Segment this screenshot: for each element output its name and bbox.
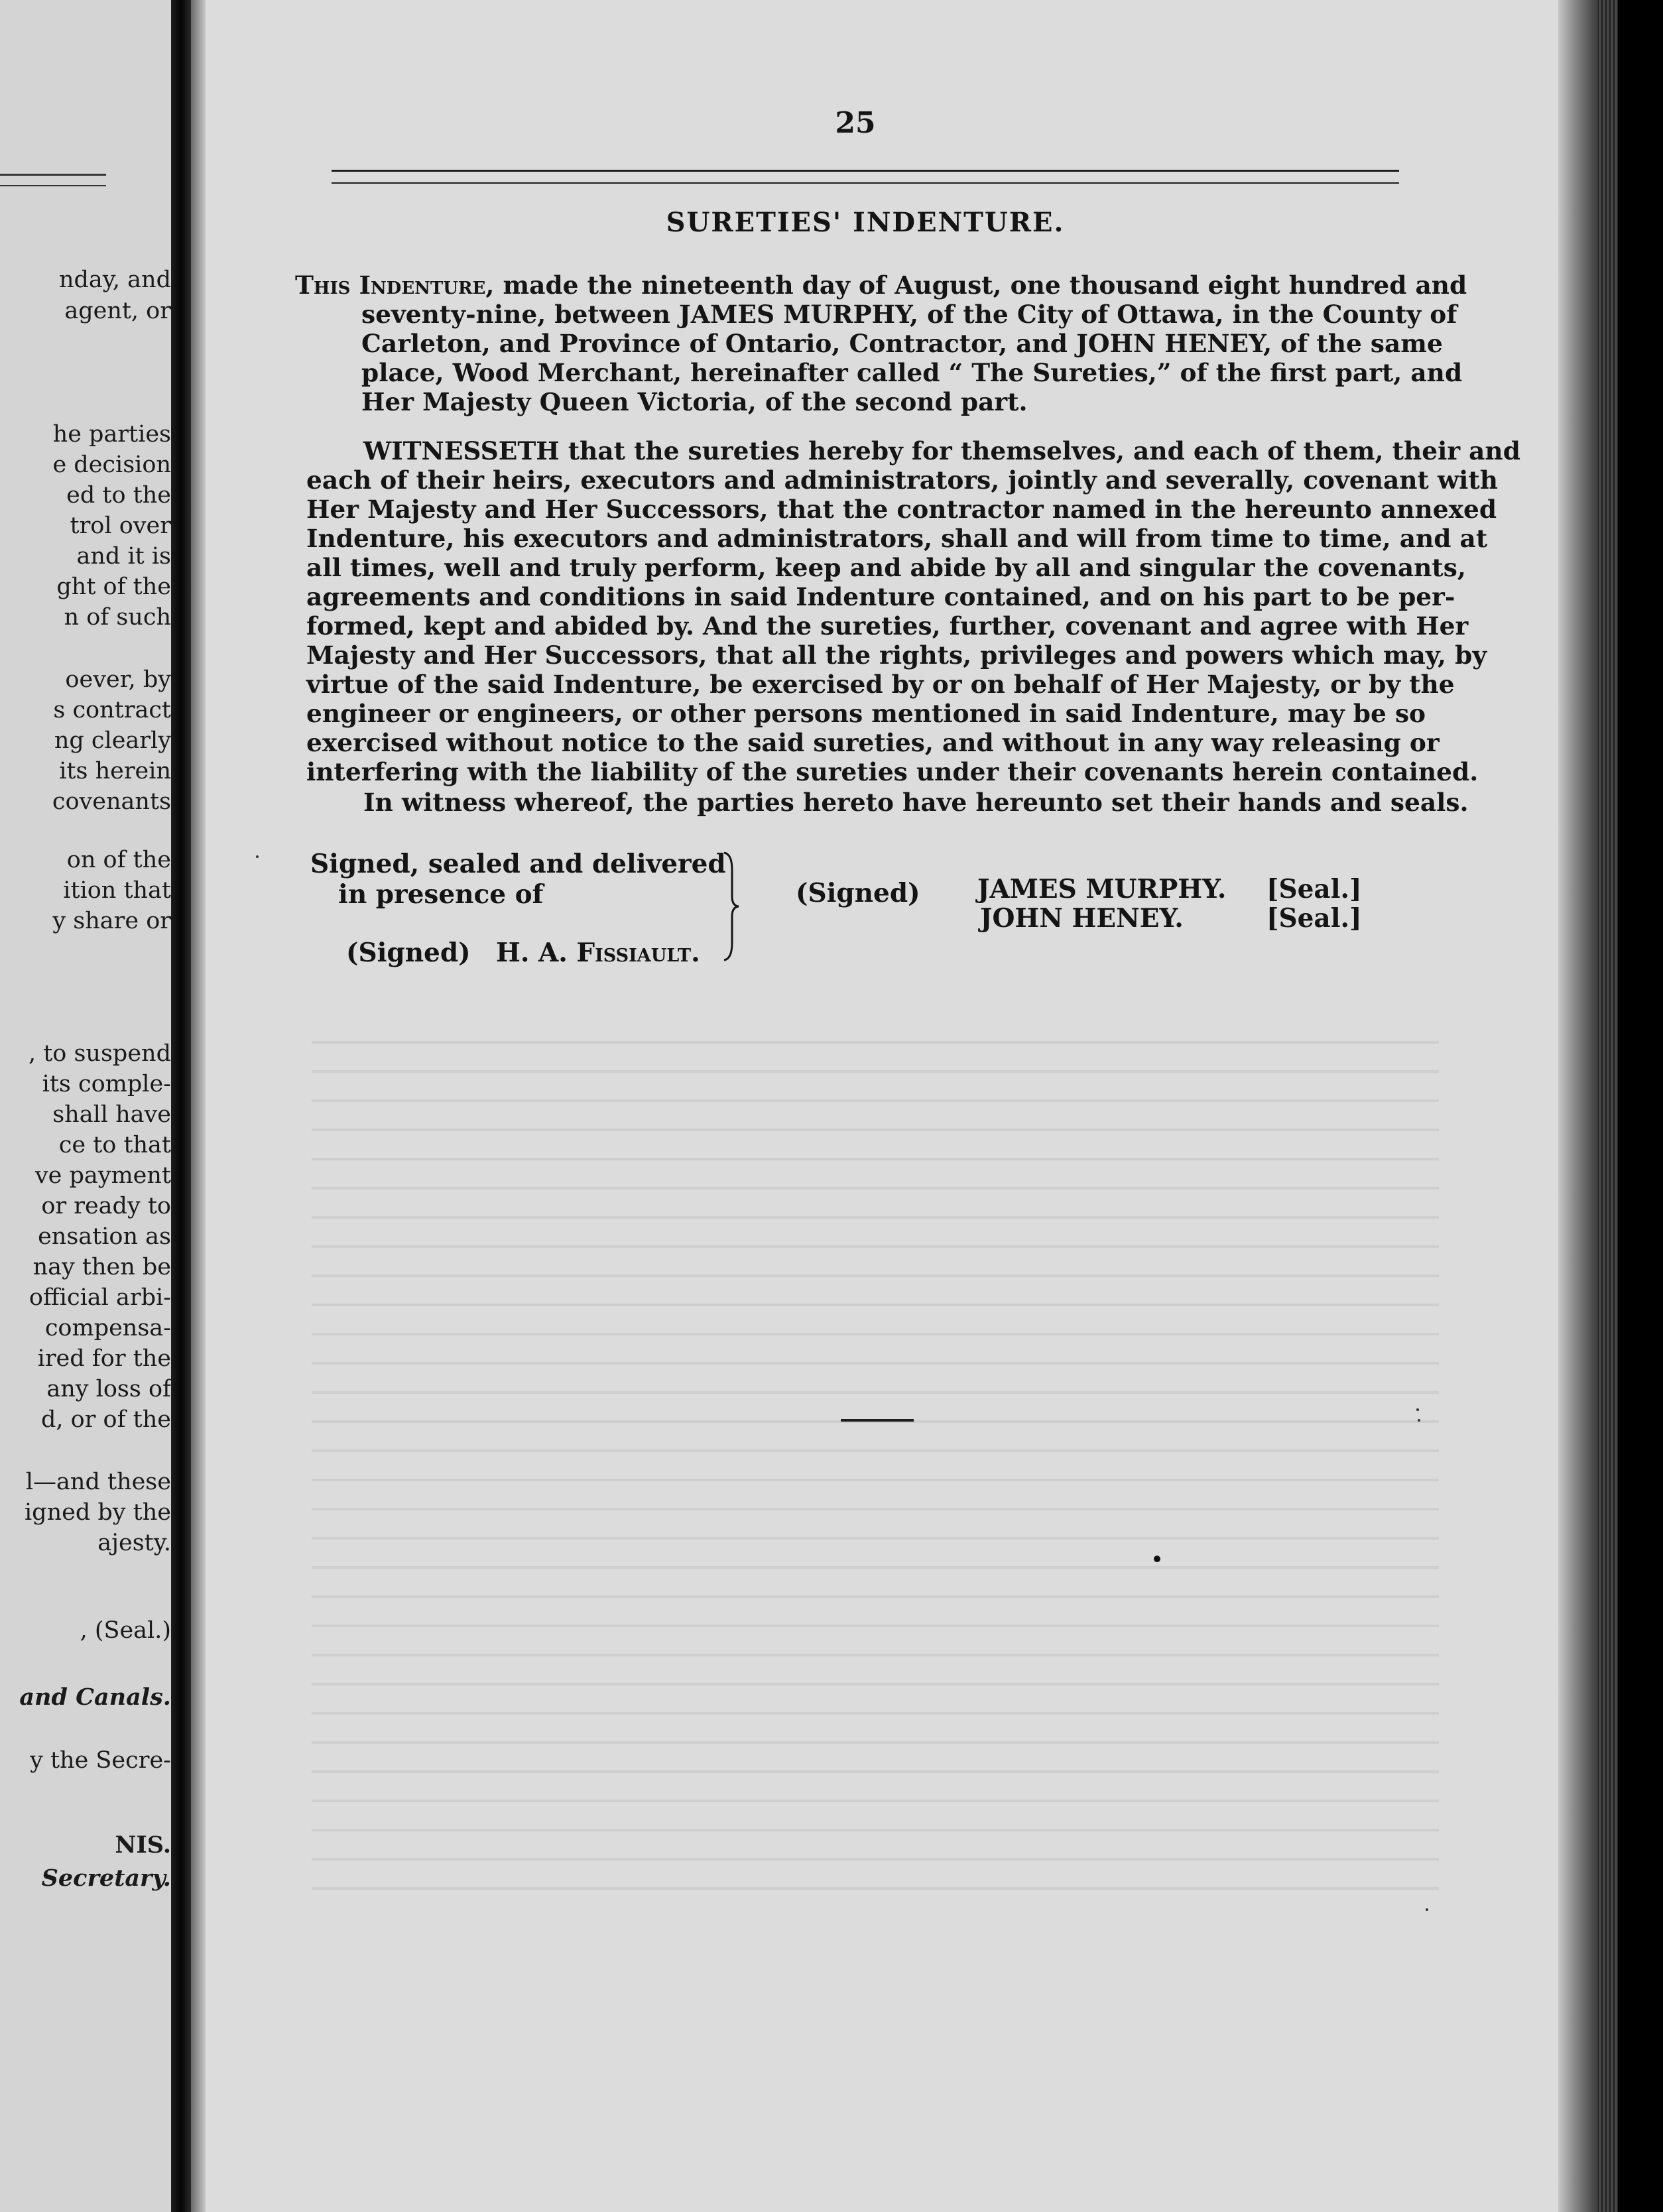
header-double-rule <box>332 170 1399 184</box>
left-line: e decision <box>52 452 171 478</box>
left-line: nday, and <box>58 267 171 293</box>
left-line: trol over <box>70 513 171 539</box>
left-line: nay then be <box>32 1254 171 1280</box>
left-page-rule <box>0 174 106 186</box>
gutter-shadow <box>191 0 206 2212</box>
closing-rule <box>841 1419 914 1422</box>
left-line: and it is <box>76 543 171 570</box>
witnesseth-line: agreements and conditions in said Indenture contained, and on his part to be per- <box>306 582 1455 611</box>
left-line: ce to that <box>58 1132 171 1158</box>
left-line: ajesty. <box>97 1530 171 1556</box>
left-line: and Canals. <box>19 1684 171 1711</box>
scan-border <box>1618 0 1663 2212</box>
indenture-text: , made the nineteenth day of August, one thousand eight hundred and <box>485 271 1467 300</box>
left-line: any loss of <box>46 1376 171 1402</box>
left-line: or ready to <box>41 1193 171 1219</box>
witnesseth-line: all times, well and truly perform, keep and abide by all and singular the covenants, <box>306 553 1466 582</box>
witnesseth-line: In witness whereof, the parties hereto have hereunto set their hands and seals. <box>363 788 1469 817</box>
left-line: Secretary. <box>41 1865 171 1892</box>
left-line: n of such <box>64 604 171 631</box>
left-line: covenants <box>52 788 171 815</box>
witnesseth-line: each of their heirs, executors and administrators, jointly and severally, covenant with <box>306 465 1499 495</box>
witnesseth-line: virtue of the said Indenture, be exercised by or on behalf of Her Majesty, or by the <box>306 670 1455 699</box>
left-line: on of the <box>66 847 171 873</box>
witnesseth-line: exercised without notice to the said sureties, and without in any way releasing or <box>306 728 1440 757</box>
left-line: ght of the <box>56 574 171 600</box>
ink-speck <box>1426 1908 1428 1911</box>
left-line: y the Secre- <box>30 1747 171 1774</box>
witnesseth-line: formed, kept and abided by. And the sureties, further, covenant and agree with Her <box>306 611 1469 641</box>
left-line: ng clearly <box>54 727 171 754</box>
ink-speck <box>256 855 259 858</box>
page-edge-shadow <box>1558 0 1598 2212</box>
witness-signed-label: (Signed) <box>346 938 471 968</box>
left-line: igned by the <box>24 1499 171 1526</box>
seal-1: [Seal.] <box>1266 874 1362 904</box>
witnesseth-line: engineer or engineers, or other persons mentioned in said Indenture, may be so <box>306 699 1426 728</box>
left-line: compensa- <box>44 1315 171 1341</box>
left-line: agent, or <box>64 298 171 324</box>
left-line: , (Seal.) <box>80 1617 171 1644</box>
indenture-line: place, Wood Merchant, hereinafter called “ The Sureties,” of the first part, and <box>361 358 1463 387</box>
left-line: its herein <box>59 758 171 784</box>
witnesseth-line: Her Majesty and Her Successors, that the contractor named in the hereunto annexed <box>306 495 1497 524</box>
indenture-line <box>295 273 1467 298</box>
indenture-opening: This Indenture <box>295 271 486 300</box>
signed-sealed-label: Signed, sealed and delivered <box>310 849 726 879</box>
witnesseth-line: Majesty and Her Successors, that all the rights, privileges and powers which may, by <box>306 641 1487 670</box>
left-line: s contract <box>53 697 171 723</box>
witness-name: H. A. Fissiault. <box>496 938 700 968</box>
left-line: its comple- <box>42 1071 171 1097</box>
left-line: ired for the <box>37 1345 171 1372</box>
page-number: 25 <box>835 106 876 140</box>
left-line: y share or <box>52 908 171 934</box>
witnesseth-line: WITNESSETH that the sureties hereby for themselves, and each of them, their and <box>363 436 1520 465</box>
left-line: , to suspend <box>28 1040 171 1067</box>
witnesseth-line: interfering with the liability of the sureties under their covenants herein contained. <box>306 757 1479 786</box>
left-line: shall have <box>52 1101 171 1128</box>
signed-label: (Signed) <box>796 878 920 908</box>
in-presence-label: in presence of <box>338 879 544 910</box>
left-line: ed to the <box>66 482 171 509</box>
left-facing-page <box>0 0 171 2212</box>
ink-dot <box>1154 1556 1160 1562</box>
section-heading: SURETIES' INDENTURE. <box>666 207 1065 238</box>
left-line: NIS. <box>115 1831 171 1859</box>
left-line: ve payment <box>34 1162 171 1189</box>
signature-brace <box>721 850 740 963</box>
left-line: l—and these <box>25 1469 171 1495</box>
ink-speck <box>1418 1419 1420 1422</box>
left-line: official arbi- <box>29 1284 171 1311</box>
page-stack-edges <box>1598 0 1618 2212</box>
witnesseth-line: Indenture, his executors and administrators, shall and will from time to time, and at <box>306 524 1488 553</box>
left-line: d, or of the <box>40 1406 171 1433</box>
left-line: he parties <box>52 421 171 448</box>
left-line: ensation as <box>38 1223 171 1250</box>
left-line: oever, by <box>65 666 171 693</box>
seal-2: [Seal.] <box>1266 903 1362 934</box>
indenture-line: Carleton, and Province of Ontario, Contractor, and JOHN HENEY, of the same <box>361 329 1443 358</box>
ink-speck <box>1416 1408 1419 1411</box>
indenture-line: seventy-nine, between JAMES MURPHY, of the City of Ottawa, in the County of <box>361 300 1457 329</box>
party-james-murphy: JAMES MURPHY. <box>977 874 1227 904</box>
indenture-line: Her Majesty Queen Victoria, of the second part. <box>361 387 1028 416</box>
left-line: ition that <box>63 877 171 904</box>
party-john-heney: JOHN HENEY. <box>980 903 1184 934</box>
show-through-text <box>312 1028 1439 1890</box>
book-gutter <box>171 0 191 2212</box>
